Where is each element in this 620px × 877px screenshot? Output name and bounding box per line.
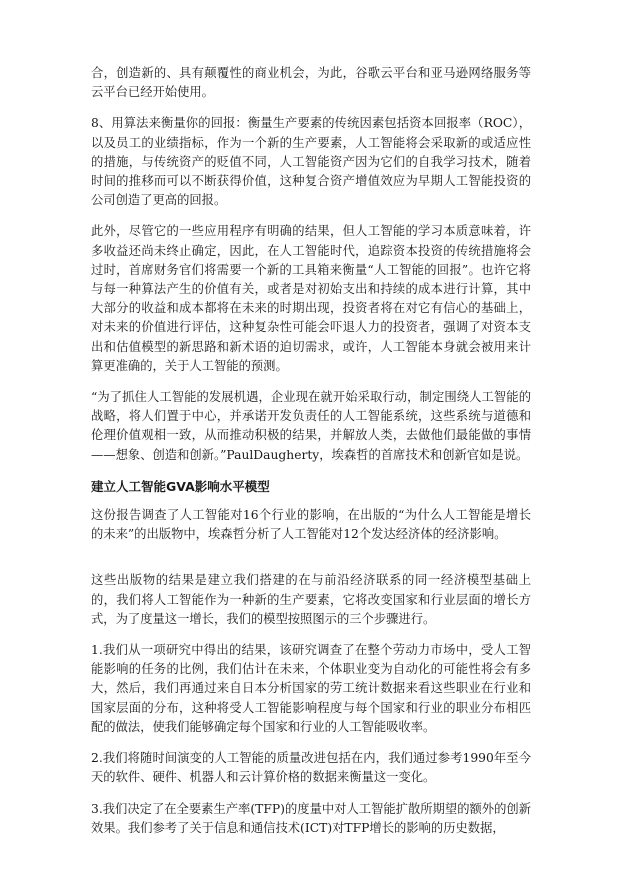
- document-page: [91, 64, 531, 838]
- paragraph-report-scope: 这份报告调查了人工智能对16个行业的影响，在出版的“为什么人工智能是增长的未来”的出版物中，埃森哲分析了人工智能对12个发达经济体的经济影响。: [91, 508, 531, 542]
- section-heading: 建立人工智能GVA影响水平模型: [91, 478, 270, 494]
- paragraph-ai-returns-toolbox: 此外，尽管它的一些应用程序有明确的结果，但人工智能的学习本质意味着，许多收益还尚未终止确定，因此，在人工智能时代，追踪资本投资的传统措施将会过时，首席财务官们将需要一个新的工具箱来衡量“人工智能的回报”。也许它将与每一种算法产生的价值有关，或者是对初始支出和持续的成本进行计算，其中大部分的收益和成本都将在未来的时期出现，投资者将在对它有信心的基础上，对未来的价值进行评估，这种复杂性可能会吓退人力的投资者，强调了对资本支出和估值模型的新思路和新术语的迫切需求，或许，人工智能本身就会被用来计算更准确的，关于人工智能的预测。: [91, 224, 531, 373]
- paragraph-step-2: 2.我们将随时间演变的人工智能的质量改进包括在内，我们通过参考1990年至今天的软件、硬件、机器人和云计算价格的数据来衡量这一变化。: [91, 751, 531, 785]
- paragraph-model-basis: 这些出版物的结果是建立我们搭建的在与前沿经济联系的同一经济模型基础上的，我们将人工智能作为一种新的生产要素，它将改变国家和行业层面的增长方式，为了度量这一增长，我们的模型按照图示的三个步骤进行。: [91, 573, 531, 626]
- paragraph-quote-daugherty: “为了抓住人工智能的发展机遇，企业现在就开始采取行动，制定围绕人工智能的战略，将人们置于中心，并承诺开发负责任的人工智能系统，这些系统与道德和伦理价值观相一致，从而推动积极的结果，并解放人类，去做他们最能做的事情——想象、创造和创新。”PaulDaugherty，埃森哲的首席技术和创新官如是说。: [91, 390, 531, 462]
- paragraph-step-1: 1.我们从一项研究中得出的结果，该研究调查了在整个劳动力市场中，受人工智能影响的任务的比例，我们估计在未来，个体职业变为自动化的可能性将会有多大，然后，我们再通过来自日本分析国家的劳工统计数据来看这些职业在行业和国家层面的分布，这种将受人工智能影响程度与每个国家和行业的职业分布相匹配的做法，使我们能够确定每个国家和行业的人工智能吸收率。: [91, 643, 531, 734]
- paragraph-measure-returns: 8、用算法来衡量你的回报：衡量生产要素的传统因素包括资本回报率（ROC），以及员工的业绩指标，作为一个新的生产要素，人工智能将会采取新的或适应性的措施，与传统资产的贬值不同，人工智能资产因为它们的自我学习技术，随着时间的推移而可以不断获得价值，这种复合资产增值效应为早期人工智能投资的公司创造了更高的回报。: [91, 116, 531, 208]
- paragraph-step-3: 3.我们决定了在全要素生产率(TFP)的度量中对人工智能扩散所期望的额外的创新效果。我们参考了关于信息和通信技术(ICT)对TFP增长的影响的历史数据，: [91, 801, 531, 835]
- paragraph-cloud-platforms: 合，创造新的、具有颠覆性的商业机会，为此，谷歌云平台和亚马逊网络服务等云平台已经开始使用。: [91, 66, 531, 100]
